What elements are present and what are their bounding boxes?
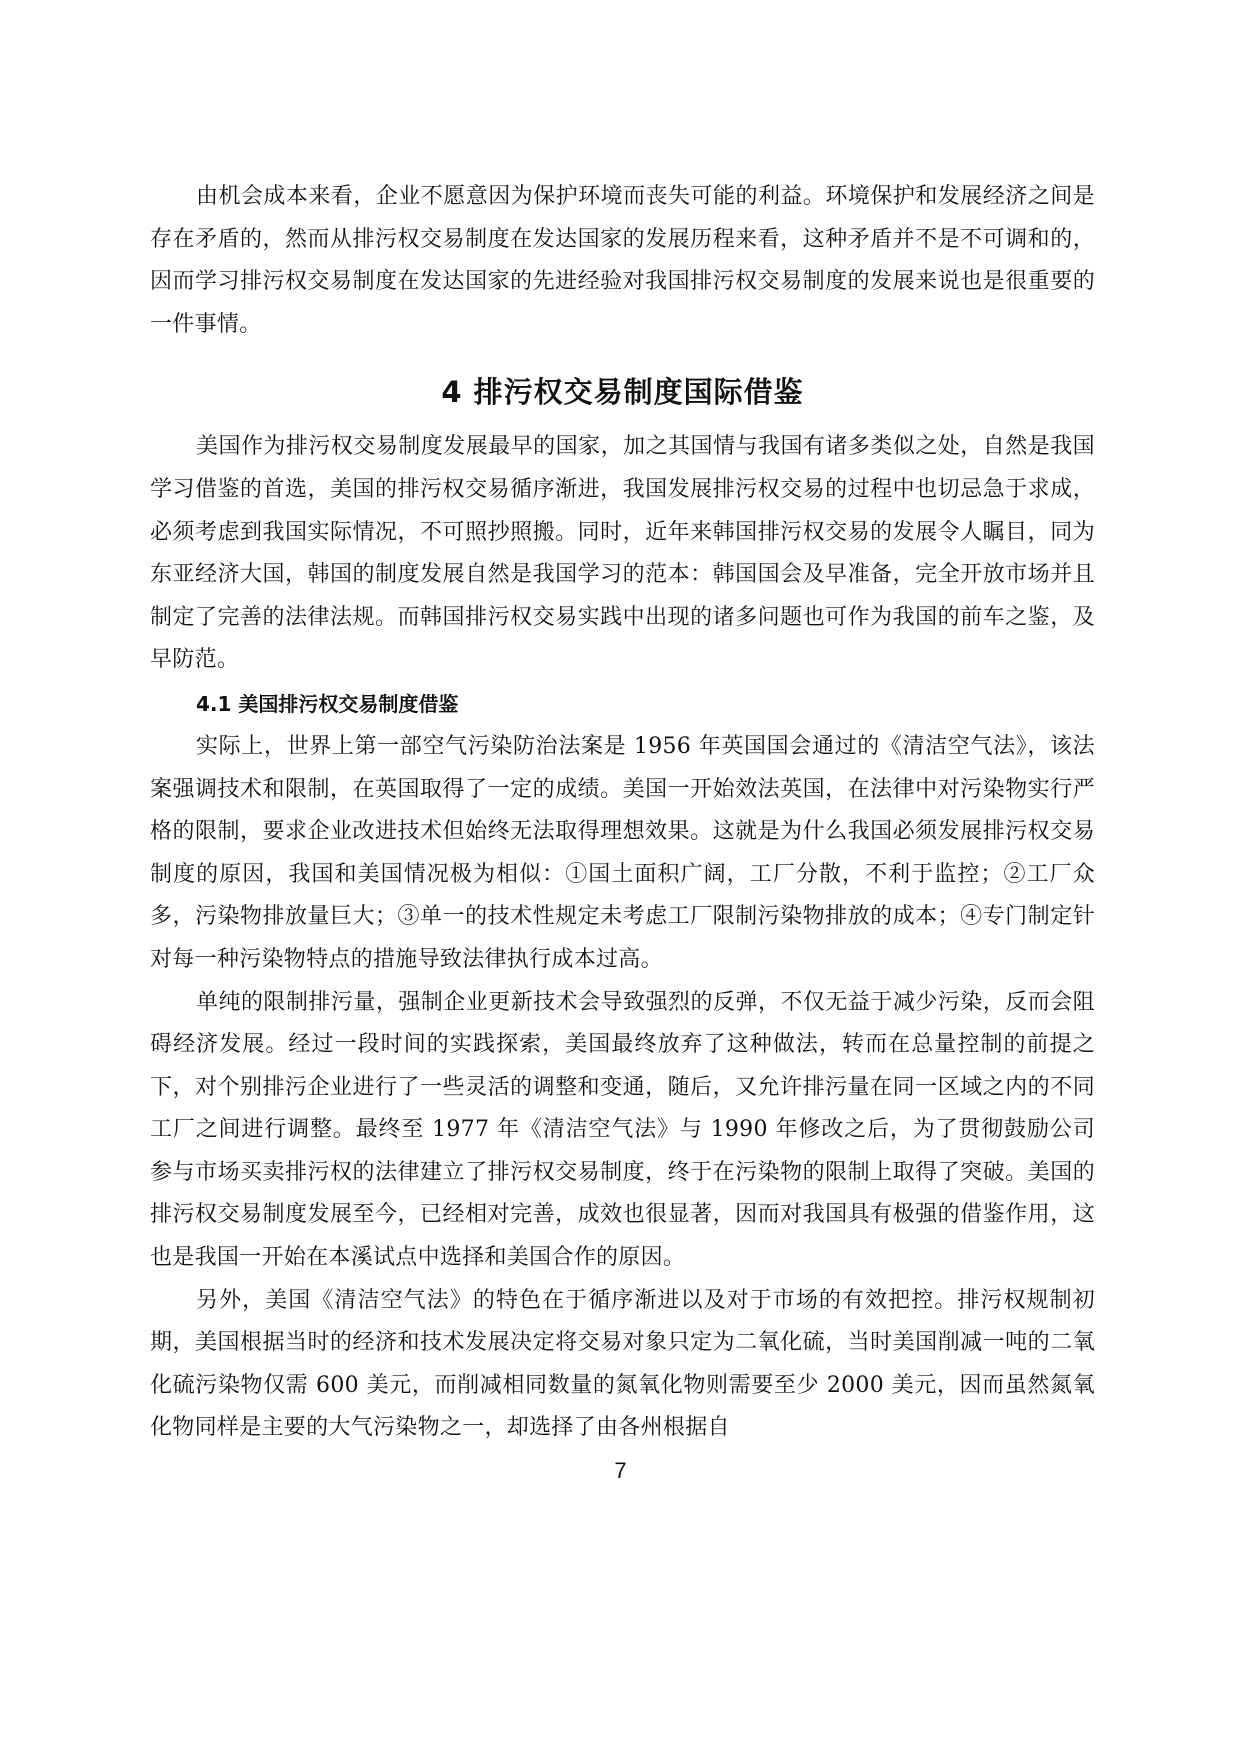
section-intro-paragraph: 美国作为排污权交易制度发展最早的国家，加之其国情与我国有诸多类似之处，自然是我国学习借鉴的首选，美国的排污权交易循序渐进，我国发展排污权交易的过程中也切忌急于求成，必须考虑到我国实际情况，不可照抄照搬。同时，近年来韩国排污权交易的发展令人瞩目，同为东亚经济大国，韩国的制度发展自然是我国学习的范本：韩国国会及早准备，完全开放市场并且制定了完善的法律法规。而韩国排污权交易实践中出现的诸多问题也可作为我国的前车之鉴，及早防范。 <box>150 434 1095 673</box>
page-content <box>150 176 1095 1450</box>
section-heading: 4 排污权交易制度国际借鉴 <box>441 375 804 410</box>
page-number: 7 <box>614 1458 627 1483</box>
subsection-heading: 4.1 美国排污权交易制度借鉴 <box>196 691 459 716</box>
body-paragraph: 另外，美国《清洁空气法》的特色在于循序渐进以及对于市场的有效把控。排污权规制初期，美国根据当时的经济和技术发展决定将交易对象只定为二氧化硫，当时美国削减一吨的二氧化硫污染物仅需 600 美元，而削减相同数量的氮氧化物则需要至少 2000 美元，因而虽然氮氧化物同样是主要的大气污染物之一，却选择了由各州根据自 <box>150 1287 1095 1441</box>
body-paragraph: 实际上，世界上第一部空气污染防治法案是 1956 年英国国会通过的《清洁空气法》，该法案强调技术和限制，在英国取得了一定的成绩。美国一开始效法英国，在法律中对污染物实行严格的限制，要求企业改进技术但始终无法取得理想效果。这就是为什么我国必须发展排污权交易制度的原因，我国和美国情况极为相似：①国土面积广阔，工厂分散，不利于监控；②工厂众多，污染物排放量巨大；③单一的技术性规定未考虑工厂限制污染物排放的成本；④专门制定针对每一种污染物特点的措施导致法律执行成本过高。 <box>150 733 1095 972</box>
intro-paragraph: 由机会成本来看，企业不愿意因为保护环境而丧失可能的利益。环境保护和发展经济之间是存在矛盾的，然而从排污权交易制度在发达国家的发展历程来看，这种矛盾并不是不可调和的，因而学习排污权交易制度在发达国家的先进经验对我国排污权交易制度的发展来说也是很重要的一件事情。 <box>150 184 1095 337</box>
body-paragraph: 单纯的限制排污量，强制企业更新技术会导致强烈的反弹，不仅无益于减少污染，反而会阻碍经济发展。经过一段时间的实践探索，美国最终放弃了这种做法，转而在总量控制的前提之下，对个别排污企业进行了一些灵活的调整和变通，随后，又允许排污量在同一区域之内的不同工厂之间进行调整。最终至 1977 年《清洁空气法》与 1990 年修改之后，为了贯彻鼓励公司参与市场买卖排污权的法律建立了排污权交易制度，终于在污染物的限制上取得了突破。美国的排污权交易制度发展至今，已经相对完善，成效也很显著，因而对我国具有极强的借鉴作用，这也是我国一开始在本溪试点中选择和美国合作的原因。 <box>150 989 1095 1271</box>
